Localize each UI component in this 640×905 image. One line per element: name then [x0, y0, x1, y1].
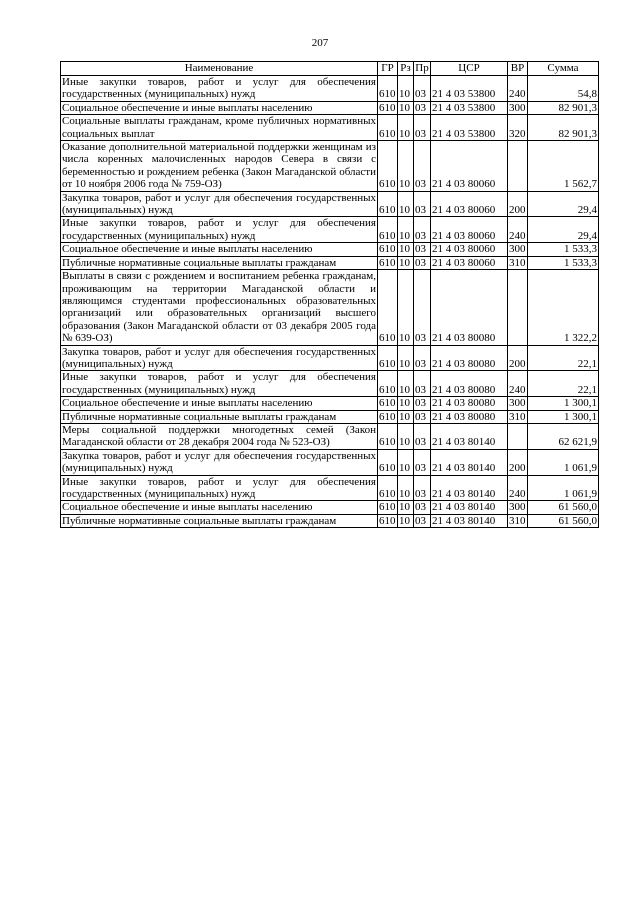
name-cell: Меры социальной поддержки многодетных семей (Закон Магаданской области от 28 декабря 2004 года № 523-ОЗ): [62, 423, 376, 449]
gr-cell: 610: [378, 449, 398, 475]
pr-cell: 03: [414, 345, 431, 371]
csr-cell: 21 4 03 53800: [431, 101, 508, 114]
vr-cell: 200: [508, 191, 528, 217]
table-row: [61, 345, 599, 371]
header-vr: ВР: [508, 62, 528, 76]
csr-cell: 21 4 03 80080: [431, 270, 508, 345]
table-row: [61, 243, 599, 256]
vr-cell: 240: [508, 371, 528, 397]
sum-cell: 61 560,0: [528, 514, 599, 527]
gr-cell: 610: [378, 217, 398, 243]
gr-cell: 610: [379, 256, 396, 269]
table-row: [61, 397, 599, 410]
sum-cell: 1 533,3: [528, 256, 599, 269]
rz-cell: 10: [398, 256, 414, 269]
rz-cell: 10: [398, 101, 414, 114]
vr-cell: 240: [508, 475, 528, 501]
page-number: 207: [311, 37, 329, 49]
name-cell: Закупка товаров, работ и услуг для обеспечения государственных (муниципальных) нужд: [62, 191, 376, 217]
vr-cell: 300: [509, 243, 526, 256]
header-rz: Рз: [398, 62, 414, 76]
gr-cell: 610: [378, 371, 398, 397]
gr-cell: 610: [378, 76, 398, 102]
pr-cell: 03: [414, 449, 431, 475]
pr-cell: 03: [414, 101, 431, 114]
table-row: [61, 514, 599, 527]
pr-cell: 03: [414, 76, 431, 102]
name-cell: Оказание дополнительной материальной поддержки женщинам из числа коренных малочисленных народов Севера в связи с беременностью и рождением ребенка (Закон Магаданской области от 10 ноября 2006 года № 759-ОЗ): [62, 141, 376, 191]
pr-cell: 03: [414, 115, 431, 141]
rz-cell: 10: [398, 191, 414, 217]
name-cell: Социальные выплаты гражданам, кроме публичных нормативных социальных выплат: [62, 115, 376, 140]
rz-cell: 10: [398, 115, 414, 141]
sum-cell: 29,4: [528, 217, 599, 243]
vr-cell: [508, 270, 528, 345]
rz-cell: 10: [398, 270, 414, 345]
pr-cell: 03: [414, 397, 431, 410]
csr-cell: 21 4 03 80080: [431, 410, 508, 423]
rz-cell: 10: [398, 397, 414, 410]
table-row: [61, 141, 599, 192]
csr-cell: 21 4 03 53800: [431, 76, 508, 102]
table-row: [61, 217, 599, 243]
table-row: [61, 256, 599, 269]
sum-cell: 22,1: [528, 371, 599, 397]
pr-cell: 03: [414, 141, 431, 192]
csr-cell: 21 4 03 80080: [431, 371, 508, 397]
rz-cell: 10: [398, 76, 414, 102]
pr-cell: 03: [414, 514, 431, 527]
rz-cell: 10: [398, 501, 414, 514]
rz-cell: 10: [398, 475, 414, 501]
gr-cell: 610: [378, 270, 398, 345]
vr-cell: 310: [509, 514, 526, 527]
rz-cell: 10: [398, 423, 414, 449]
table-header-row: [61, 62, 599, 76]
table-row: [61, 371, 599, 397]
vr-cell: 200: [508, 449, 528, 475]
rz-cell: 10: [398, 449, 414, 475]
gr-cell: 610: [379, 514, 396, 527]
table-row: [61, 115, 599, 141]
table-row: [61, 270, 599, 345]
csr-cell: 21 4 03 80080: [431, 397, 508, 410]
pr-cell: 03: [414, 475, 431, 501]
table-row: [61, 475, 599, 501]
sum-cell: 54,8: [528, 76, 599, 102]
gr-cell: 610: [378, 191, 398, 217]
pr-cell: 03: [414, 217, 431, 243]
csr-cell: 21 4 03 80140: [431, 475, 508, 501]
table-row: [61, 191, 599, 217]
header-gr: ГР: [378, 62, 398, 76]
sum-cell: 29,4: [528, 191, 599, 217]
vr-cell: 310: [509, 410, 526, 423]
rz-cell: 10: [398, 514, 414, 527]
name-cell: Социальное обеспечение и иные выплаты населению: [61, 101, 378, 114]
vr-cell: 310: [509, 256, 526, 269]
name-cell: Иные закупки товаров, работ и услуг для обеспечения государственных (муниципальных) нужд: [62, 371, 376, 396]
header-name: Наименование: [61, 62, 378, 76]
name-cell: Социальное обеспечение и иные выплаты населению: [61, 501, 378, 514]
sum-cell: 61 560,0: [528, 501, 599, 514]
rz-cell: 10: [398, 371, 414, 397]
table-row: [61, 76, 599, 102]
vr-cell: 320: [508, 115, 528, 141]
vr-cell: 300: [509, 101, 526, 114]
sum-cell: 22,1: [528, 345, 599, 371]
sum-cell: 1 061,9: [528, 475, 599, 501]
gr-cell: 610: [378, 423, 398, 449]
gr-cell: 610: [379, 101, 396, 114]
pr-cell: 03: [414, 256, 431, 269]
vr-cell: 300: [509, 501, 526, 514]
name-cell: Публичные нормативные социальные выплаты гражданам: [61, 410, 378, 423]
csr-cell: 21 4 03 80080: [431, 345, 508, 371]
pr-cell: 03: [414, 501, 431, 514]
gr-cell: 610: [378, 475, 398, 501]
vr-cell: [508, 141, 528, 192]
name-cell: Закупка товаров, работ и услуг для обеспечения государственных (муниципальных) нужд: [62, 345, 376, 370]
vr-cell: 240: [508, 76, 528, 102]
header-pr: Пр: [415, 62, 429, 75]
sum-cell: 82 901,3: [528, 101, 599, 114]
rz-cell: 10: [398, 141, 414, 192]
csr-cell: 21 4 03 80060: [431, 217, 508, 243]
csr-cell: 21 4 03 80140: [431, 514, 508, 527]
table-row: [61, 423, 599, 449]
csr-cell: 21 4 03 80140: [431, 423, 508, 449]
pr-cell: 03: [414, 191, 431, 217]
gr-cell: 610: [378, 115, 398, 141]
name-cell: Закупка товаров, работ и услуг для обеспечения государственных (муниципальных) нужд: [62, 449, 376, 475]
name-cell: Социальное обеспечение и иные выплаты населению: [61, 397, 378, 410]
pr-cell: 03: [414, 270, 431, 345]
header-csr: ЦСР: [431, 62, 508, 76]
csr-cell: 21 4 03 80140: [431, 449, 508, 475]
csr-cell: 21 4 03 80060: [431, 191, 508, 217]
rz-cell: 10: [398, 243, 414, 256]
rz-cell: 10: [398, 217, 414, 243]
vr-cell: 300: [509, 397, 526, 410]
gr-cell: 610: [378, 141, 398, 192]
budget-table: [60, 61, 599, 528]
sum-cell: 1 562,7: [528, 141, 599, 192]
gr-cell: 610: [379, 501, 396, 514]
name-cell: Публичные нормативные социальные выплаты гражданам: [61, 256, 378, 269]
csr-cell: 21 4 03 80060: [431, 256, 508, 269]
name-cell: Иные закупки товаров, работ и услуг для обеспечения государственных (муниципальных) нужд: [62, 76, 376, 101]
name-cell: Выплаты в связи с рождением и воспитанием ребенка гражданам, проживающим на территории Магаданской области и являющимся студентами профессиональных образовательных организаций или образовательных организаций высшего образования (Закон Магаданской области от 03 декабря 2005 года № 639-ОЗ): [62, 270, 376, 345]
sum-cell: 1 300,1: [528, 410, 599, 423]
pr-cell: 03: [414, 371, 431, 397]
pr-cell: 03: [414, 243, 431, 256]
gr-cell: 610: [379, 397, 396, 410]
table-row: [61, 501, 599, 514]
csr-cell: 21 4 03 80060: [431, 141, 508, 192]
gr-cell: 610: [379, 410, 396, 423]
csr-cell: 21 4 03 53800: [431, 115, 508, 141]
name-cell: Публичные нормативные социальные выплаты гражданам: [61, 514, 378, 527]
table-row: [61, 101, 599, 114]
header-sum: Сумма: [528, 62, 599, 76]
sum-cell: 1 061,9: [528, 449, 599, 475]
sum-cell: 1 533,3: [528, 243, 599, 256]
csr-cell: 21 4 03 80140: [431, 501, 508, 514]
vr-cell: 240: [508, 217, 528, 243]
name-cell: Иные закупки товаров, работ и услуг для обеспечения государственных (муниципальных) нужд: [62, 217, 376, 242]
csr-cell: 21 4 03 80060: [431, 243, 508, 256]
rz-cell: 10: [398, 410, 414, 423]
rz-cell: 10: [398, 345, 414, 371]
gr-cell: 610: [378, 345, 398, 371]
vr-cell: 200: [508, 345, 528, 371]
sum-cell: 1 300,1: [528, 397, 599, 410]
table-body: [61, 76, 599, 528]
pr-cell: 03: [414, 423, 431, 449]
name-cell: Иные закупки товаров, работ и услуг для обеспечения государственных (муниципальных) нужд: [62, 475, 376, 500]
sum-cell: 1 322,2: [528, 270, 599, 345]
sum-cell: 82 901,3: [528, 115, 599, 141]
table-row: [61, 449, 599, 475]
name-cell: Социальное обеспечение и иные выплаты населению: [61, 243, 378, 256]
sum-cell: 62 621,9: [528, 423, 599, 449]
table-row: [61, 410, 599, 423]
pr-cell: 03: [414, 410, 431, 423]
gr-cell: 610: [379, 243, 396, 256]
vr-cell: [508, 423, 528, 449]
